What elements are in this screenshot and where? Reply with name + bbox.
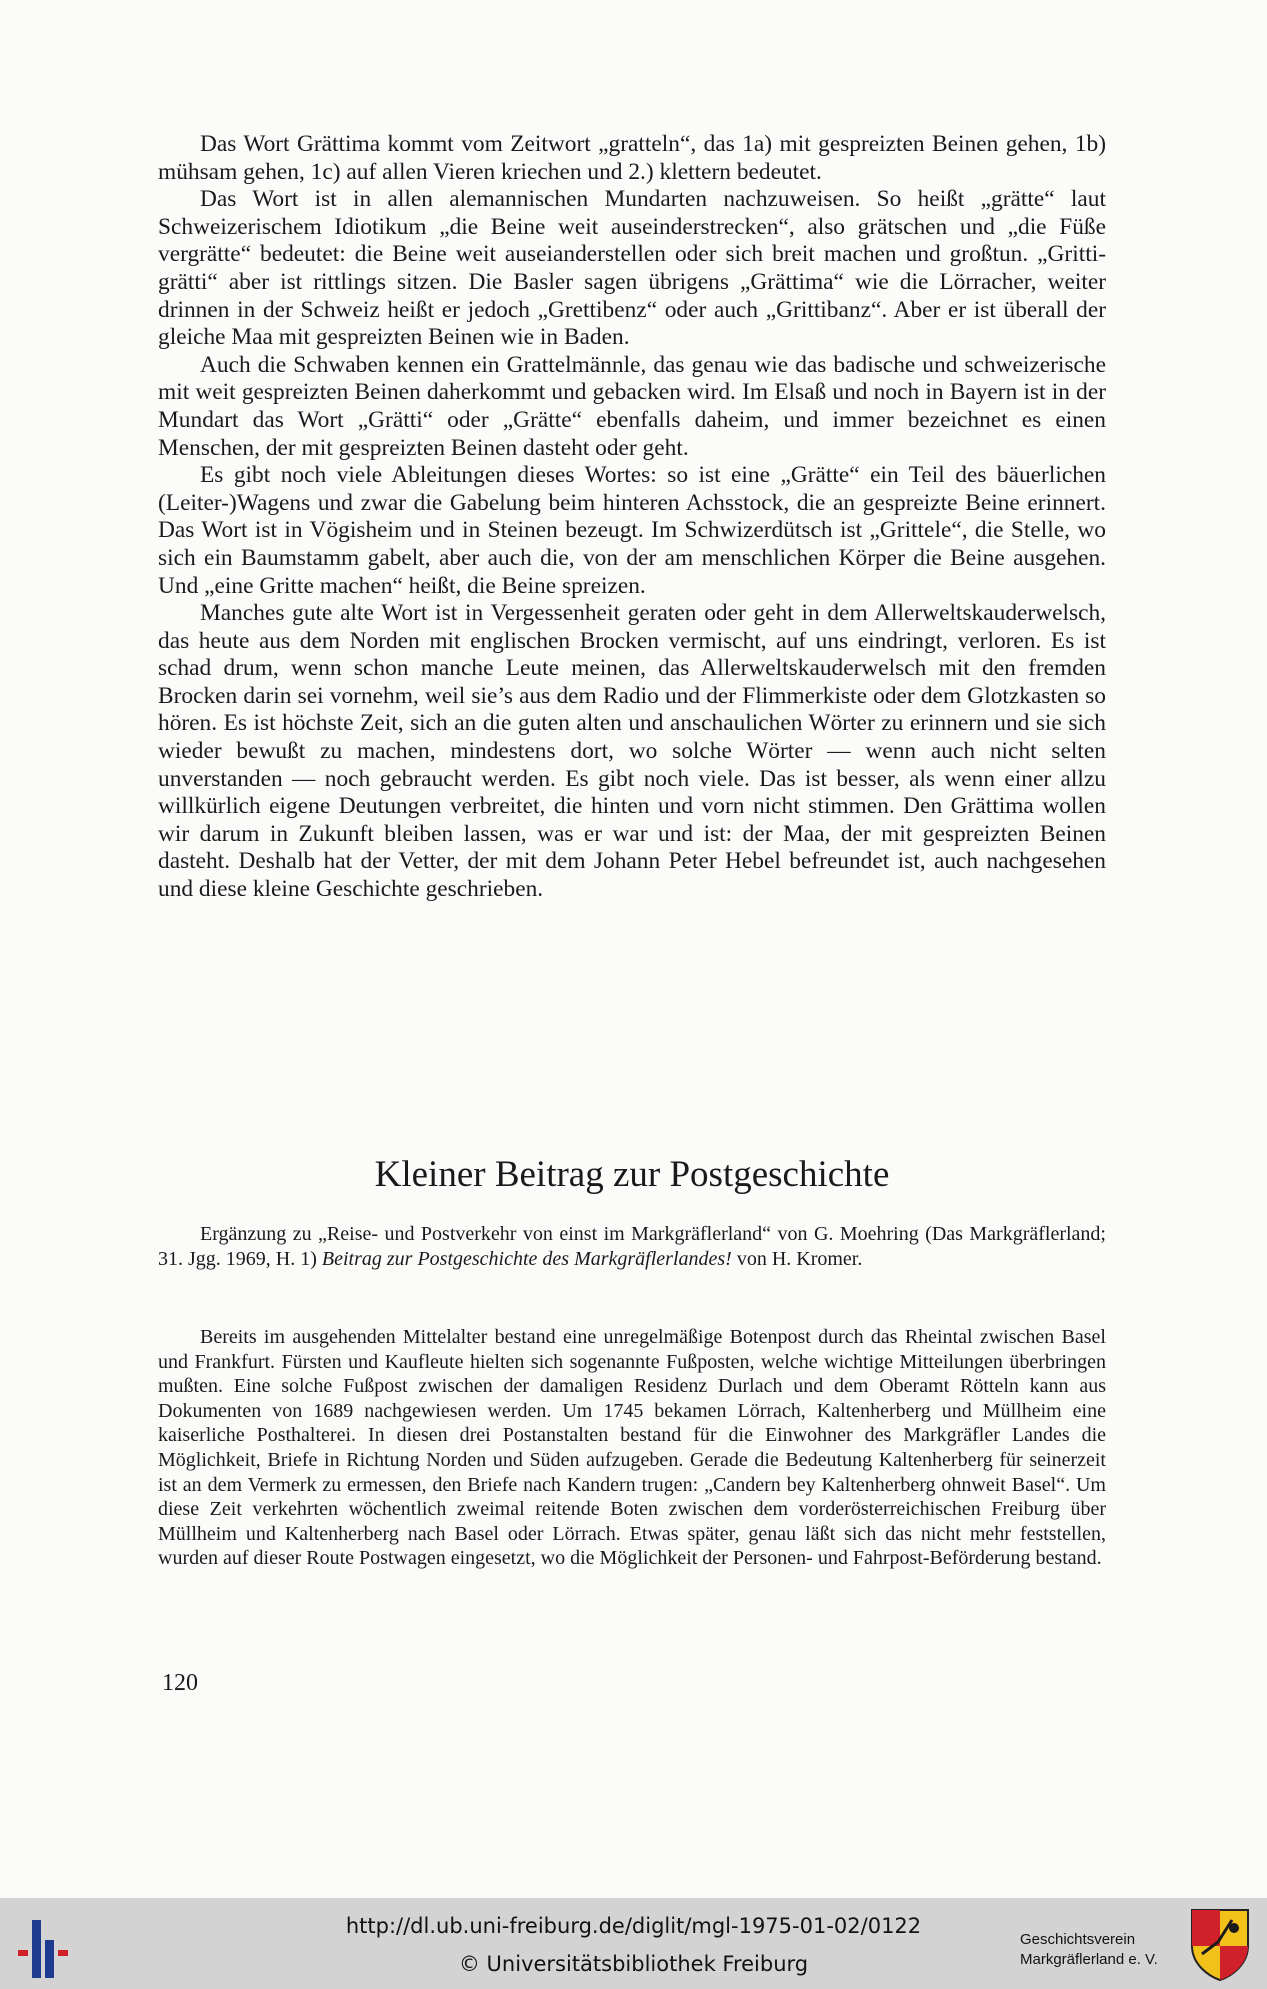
- paragraph: Das Wort Grättima kommt vom Zeitwort „gratteln“, das 1a) mit gespreizten Beinen gehen, 1b) mühsam gehen, 1c) auf allen Vieren kriechen und 2.) klettern bedeutet.: [158, 131, 1106, 185]
- footer-publisher: [1020, 1930, 1158, 1970]
- paragraph: Das Wort ist in allen alemannischen Mundarten nachzuweisen. So heißt „grätte“ laut Schweizerischem Idiotikum „die Beine weit auseinderstrecken“, also grätschen und „die Füße vergrätte“ bedeutet: die Beine weit auseianderstellen oder sich breit machen und großtun. „Gritti-grätti“ aber ist rittlings sitzen. Die Basler sagen übrigens „Grättima“ wie die Lörracher, weiter drinnen in der Schweiz heißt er jedoch „Grettibenz“ oder auch „Grittibanz“. Aber er ist überall der gleiche Maa mit gespreizten Beinen wie in Baden.: [158, 186, 1106, 351]
- footer-copyright: © Universitätsbibliothek Freiburg: [458, 1952, 809, 1976]
- paragraph: Es gibt noch viele Ableitungen dieses Wortes: so ist eine „Grätte“ ein Teil des bäuerlichen (Leiter-)Wagens und zwar die Gabelung beim hinteren Achsstock, die an gespreizte Beine erinnert. Das Wort ist in Vögisheim und in Steinen bezeugt. Im Schwizerdütsch ist „Grittele“, die Stelle, wo sich ein Baumstamm gabelt, aber auch die, von der am menschlichen Körper die Beine ausgehen. Und „eine Gritte machen“ heißt, die Beine spreizen.: [158, 462, 1106, 599]
- article-heading: Kleiner Beitrag zur Postgeschichte: [374, 1154, 890, 1195]
- page-number: 120: [162, 1670, 198, 1696]
- footer-bar: [0, 1898, 1267, 1989]
- intro-author: von H. Kromer.: [731, 1247, 863, 1270]
- intro-text: Ergänzung zu „Reise- und Postverkehr von einst im Markgräflerland“ von G. Moehring (Das Markgräflerland; 31. Jgg. 1969, H. 1): [158, 1223, 1106, 1270]
- article-postgeschichte-text: [158, 1325, 1106, 1571]
- paragraph: Auch die Schwaben kennen ein Grattelmännle, das genau wie das badische und schweizerische mit weit gespreizten Beinen daherkommt und gebacken wird. Im Elsaß und noch in Bayern ist in der Mundart das Wort „Grätti“ oder „Grätte“ ebenfalls daheim, und immer bezeichnet es einen Menschen, der mit gespreizten Beinen dasteht oder geht.: [158, 351, 1106, 461]
- intro-paragraph: [158, 1222, 1106, 1271]
- intro-italic-title: Beitrag zur Postgeschichte des Markgräflerlandes!: [321, 1247, 732, 1270]
- publisher-line-2: Markgräflerland e. V.: [1020, 1951, 1158, 1968]
- article-grattima-text: [158, 131, 1106, 904]
- paragraph: Manches gute alte Wort ist in Vergessenheit geraten oder geht in dem Allerweltskauderwelsch, das heute aus dem Norden mit englischen Brocken vermischt, auf uns eindringt, verloren. Es ist schad drum, wenn schon manche Leute meinen, das Allerweltskauderwelsch mit den fremden Brocken darin sei vornehm, weil sie’s aus dem Radio und der Flimmerkiste oder dem Glotzkasten so hören. Es ist höchste Zeit, sich an die guten alten und anschaulichen Wörter zu erinnern und sie sich wieder bewußt zu machen, mindestens dort, wo solche Wörter — wenn auch nicht selten unverstanden — noch gebraucht werden. Es gibt noch viele. Das ist besser, als wenn einer allzu willkürlich eigene Deutungen verbreitet, die hinten und vorn nicht stimmen. Den Grättima wollen wir darum in Zukunft bleiben lassen, was er war und ist: der Maa, der mit gespreizten Beinen dasteht. Deshalb hat der Vetter, der mit dem Johann Peter Hebel befreundet ist, auch nachgesehen und diese kleine Geschichte geschrieben.: [158, 600, 1106, 903]
- article-intro: [158, 1222, 1106, 1271]
- coat-of-arms-icon: [1188, 1906, 1252, 1982]
- publisher-line-1: Geschichtsverein: [1020, 1931, 1136, 1948]
- footer-url-link[interactable]: http://dl.ub.uni-freiburg.de/diglit/mgl-1975-01-02/0122: [345, 1914, 922, 1938]
- paragraph: Bereits im ausgehenden Mittelalter bestand eine unregelmäßige Botenpost durch das Rheintal zwischen Basel und Frankfurt. Fürsten und Kaufleute hielten sich sogenannte Fußposten, welche wichtige Mitteilungen überbringen mußten. Eine solche Fußpost zwischen der damaligen Residenz Durlach und dem Oberamt Rötteln kann aus Dokumenten von 1689 nachgewiesen werden. Um 1745 bekamen Lörrach, Kaltenherberg und Müllheim eine kaiserliche Posthalterei. In diesen drei Postanstalten bestand für die Einwohner des Markgräfler Landes die Möglichkeit, Briefe in Richtung Norden und Süden aufzugeben. Gerade die Bedeutung Kaltenherberg für seinerzeit ist an dem Vermerk zu ermessen, den Briefe nach Kandern trugen: „Candern bey Kaltenherberg ohnweit Basel“. Um diese Zeit verkehrten wöchentlich zweimal reitende Boten zwischen dem vorderösterreichischen Freiburg über Müllheim und Kaltenherberg nach Basel oder Lörrach. Etwas später, genau läßt sich das nicht mehr feststellen, wurden auf dieser Route Postwagen eingesetzt, wo die Möglichkeit der Personen- und Fahrpost-Beförderung bestand.: [158, 1326, 1106, 1570]
